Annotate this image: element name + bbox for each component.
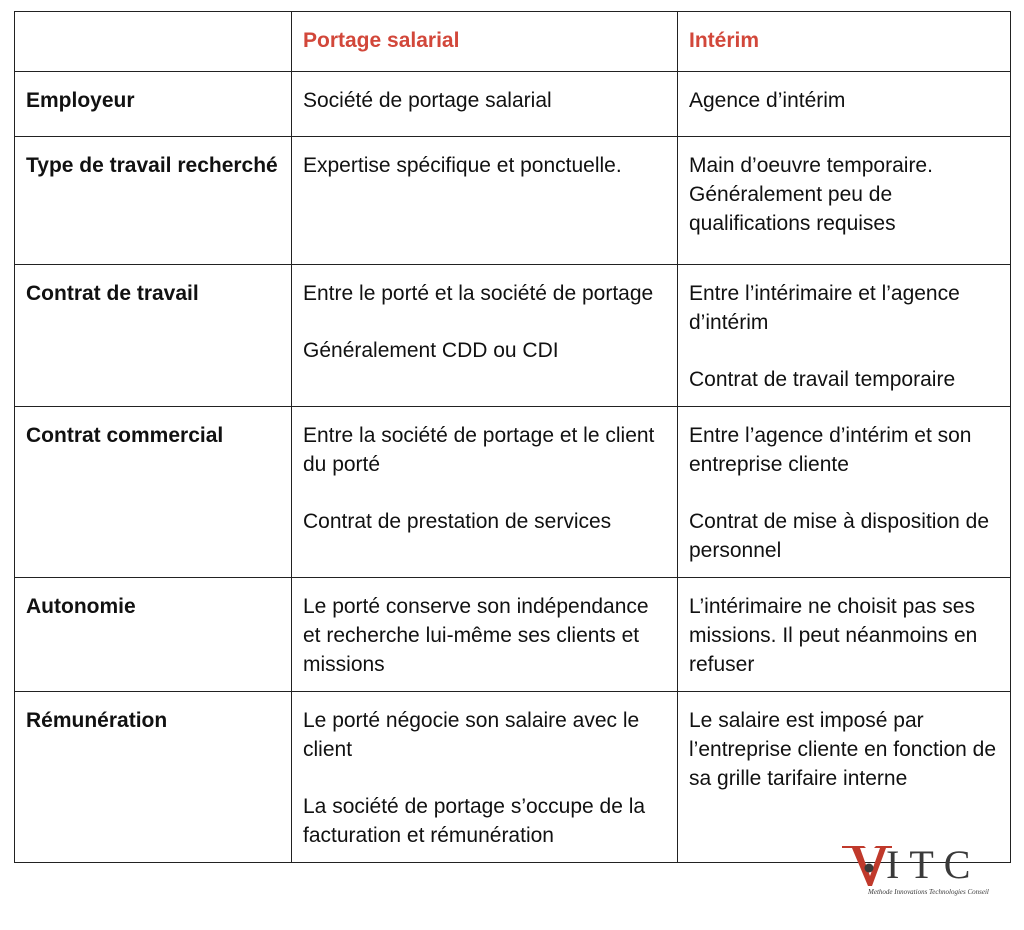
- cell-text: Le salaire est imposé par l’entreprise cliente en fonction de sa grille tarifaire interne: [689, 709, 997, 790]
- table-row: [15, 72, 1011, 137]
- cell-text: Contrat de prestation de services: [303, 510, 612, 533]
- table-row: [15, 578, 1011, 692]
- cell-text: Agence d’intérim: [689, 89, 846, 112]
- cell-text: La société de portage s’occupe de la facturation et rémunération: [303, 795, 646, 847]
- row-label-employeur: Employeur: [15, 72, 292, 137]
- cell-portage: [292, 578, 678, 692]
- cell-text: Le porté conserve son indépendance et recherche lui-même ses clients et missions: [303, 595, 649, 676]
- cell-interim: [678, 578, 1011, 692]
- table-row: [15, 265, 1011, 407]
- cell-text: Contrat de travail temporaire: [689, 368, 956, 391]
- row-label-autonomie: Autonomie: [15, 578, 292, 692]
- cell-text: L’intérimaire ne choisit pas ses missions. Il peut néanmoins en refuser: [689, 595, 978, 676]
- logo-tagline: Methode Innovations Technologies Conseil: [868, 888, 989, 896]
- row-label-remuneration: Rémunération: [15, 692, 292, 863]
- cell-text: Le porté négocie son salaire avec le client: [303, 709, 640, 761]
- mitc-logo: [838, 838, 1008, 908]
- cell-text: Société de portage salarial: [303, 89, 552, 112]
- row-label-contrat-de-travail: Contrat de travail: [15, 265, 292, 407]
- logo-dot: [865, 864, 874, 873]
- comparison-table: [14, 11, 1011, 863]
- cell-interim: [678, 72, 1011, 137]
- header-portage-salarial: Portage salarial: [292, 12, 678, 72]
- header-interim: Intérim: [678, 12, 1011, 72]
- cell-interim: [678, 265, 1011, 407]
- cell-interim: [678, 692, 1011, 863]
- logo-letters: ITC: [886, 842, 981, 887]
- cell-text: Généralement CDD ou CDI: [303, 339, 559, 362]
- row-label-type-de-travail: Type de travail recherché: [15, 137, 292, 265]
- cell-text: Contrat de mise à disposition de personnel: [689, 510, 989, 562]
- table-row: [15, 407, 1011, 578]
- cell-text: Entre l’agence d’intérim et son entreprise cliente: [689, 424, 972, 476]
- cell-interim: [678, 137, 1011, 265]
- cell-portage: [292, 265, 678, 407]
- cell-text: Entre la société de portage et le client du porté: [303, 424, 655, 476]
- cell-portage: [292, 137, 678, 265]
- cell-portage: [292, 692, 678, 863]
- cell-portage: [292, 407, 678, 578]
- row-label-contrat-commercial: Contrat commercial: [15, 407, 292, 578]
- table-header-row: [15, 12, 1011, 72]
- mitc-logo-graphic: [838, 838, 1008, 908]
- header-cell-empty: [15, 12, 292, 72]
- table-row: [15, 137, 1011, 265]
- cell-text: Main d’oeuvre temporaire. Généralement peu de qualifications requises: [689, 154, 933, 235]
- cell-portage: [292, 72, 678, 137]
- table-row: [15, 692, 1011, 863]
- cell-text: Entre le porté et la société de portage: [303, 282, 654, 305]
- cell-text: Entre l’intérimaire et l’agence d’intérim: [689, 282, 960, 334]
- cell-interim: [678, 407, 1011, 578]
- cell-text: Expertise spécifique et ponctuelle.: [303, 154, 622, 177]
